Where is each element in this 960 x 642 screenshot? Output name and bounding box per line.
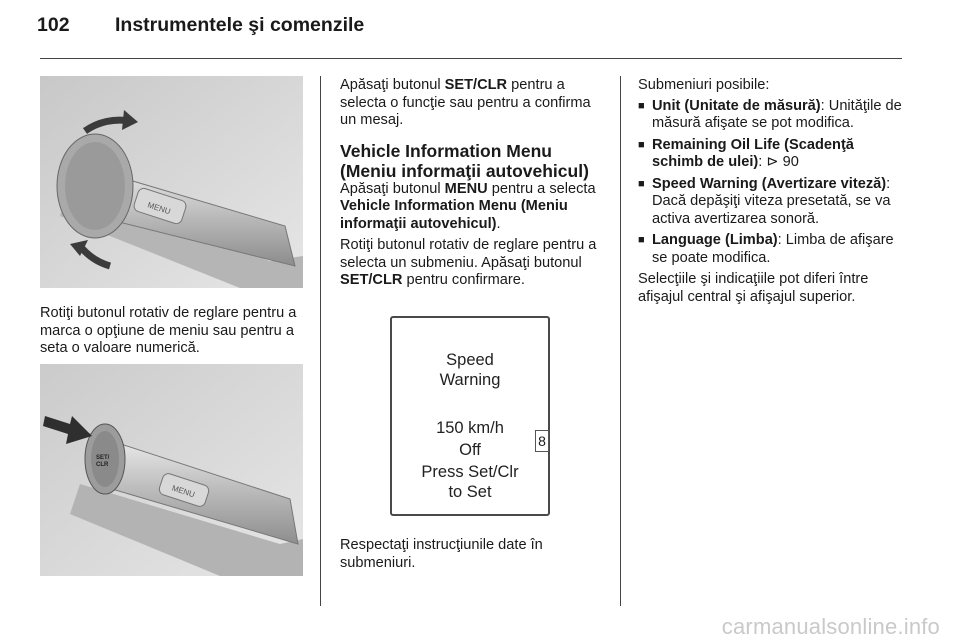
paragraph-menu: Apăsaţi butonul MENU pentru a selecta Vehicle Information Menu (Meniu informaţii autovehicul). xyxy=(340,180,596,232)
menu-button-label-2: MENU xyxy=(170,483,196,500)
figure-stalk-rotary xyxy=(40,76,303,288)
column-2 xyxy=(340,77,605,290)
stalk-rotary-illustration xyxy=(40,76,303,288)
page-ref-icon: ⊳ xyxy=(766,154,779,170)
stalk-press-illustration xyxy=(40,364,303,576)
list-item: ■ Remaining Oil Life (Scadenţă schimb de ulei): ⊳ 90 xyxy=(638,137,903,172)
section-heading: Vehicle Information Menu (Meniu informaţii autovehicul) xyxy=(340,140,589,181)
set-knob-label-2: CLR xyxy=(96,462,109,468)
display-line-speed-value: 150 km/h xyxy=(436,419,504,437)
display-line-off: Off xyxy=(459,441,481,459)
submenu-intro: Submeniuri posibile: xyxy=(638,77,770,93)
list-item: ■ Unit (Unitate de măsură): Unităţile de măsură afişate se pot modifica. xyxy=(638,98,903,133)
list-item: ■ Language (Limba): Limba de afişare se poate modifica. xyxy=(638,232,903,267)
set-knob-label-1: SET/ xyxy=(96,455,110,461)
list-item: ■ Speed Warning (Avertizare viteză): Dacă depăşiţi viteza presetată, se va activa avertizarea sonoră. xyxy=(638,176,903,229)
side-digit-indicator: 8 xyxy=(535,430,549,452)
paragraph-rotate: Rotiţi butonul rotativ de reglare pentru a selecta un submeniu. Apăsaţi butonul SET/CLR pentru confirmare. xyxy=(340,237,597,288)
caption-rotary: Rotiţi butonul rotativ de reglare pentru a marca o opţiune de meniu sau pentru a seta o valoare numerică. xyxy=(40,305,297,356)
speed-warning-display xyxy=(390,316,550,516)
paragraph-set-clr: Apăsaţi butonul SET/CLR pentru a selecta o funcţie sau pentru a confirma un mesaj. xyxy=(340,77,591,128)
submenu-outro: Selecţiile şi indicaţiile pot diferi între afişajul central şi afişajul superior. xyxy=(638,271,869,305)
figure-stalk-press xyxy=(40,364,303,576)
paragraph-submenus: Respectaţi instrucţiunile date în submeniuri. xyxy=(340,537,543,571)
column-divider-1 xyxy=(320,76,321,606)
column-divider-2 xyxy=(620,76,621,606)
page-ref-link[interactable]: 90 xyxy=(778,154,799,170)
page-title: Instrumentele şi comenzile xyxy=(115,14,365,36)
header-rule xyxy=(40,58,902,59)
display-line-warning: Warning xyxy=(439,371,501,389)
page-number: 102 xyxy=(37,14,70,36)
watermark: carmanualsonline.info xyxy=(721,614,940,639)
display-line-to-set: to Set xyxy=(448,483,492,501)
display-line-press: Press Set/Clr xyxy=(421,463,519,481)
display-line-speed: Speed xyxy=(446,351,494,369)
column-3 xyxy=(638,77,903,306)
menu-button-label: MENU xyxy=(146,200,172,217)
submenu-list xyxy=(638,98,903,268)
